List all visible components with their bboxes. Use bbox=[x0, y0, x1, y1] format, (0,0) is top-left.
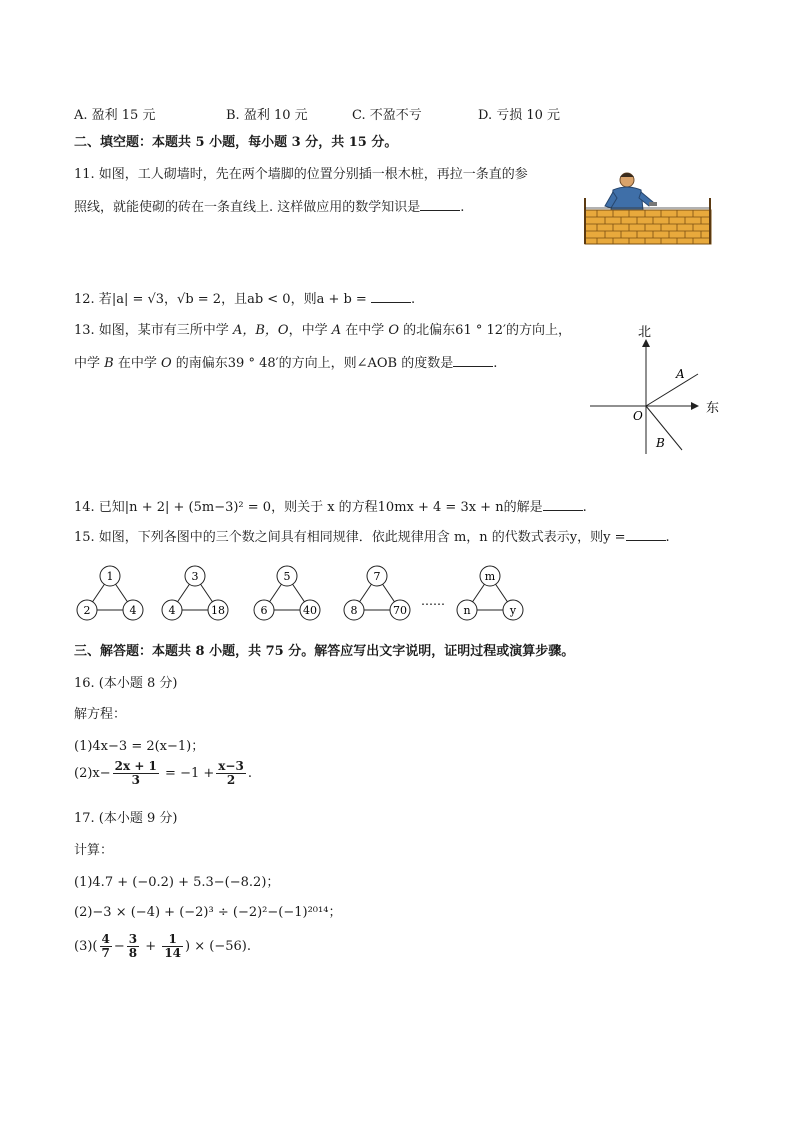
ray-oa bbox=[646, 374, 698, 406]
q17-op2: + bbox=[145, 939, 157, 954]
q13-t5: 在中学 bbox=[341, 323, 389, 338]
q12-line: 12. 若|a| = √3，√b = 2，且ab < 0，则a + b = . bbox=[74, 292, 416, 307]
triangle-node-left: 8 bbox=[350, 604, 358, 617]
q17-part3 bbox=[74, 930, 251, 964]
q16-p2-mid: = −1 + bbox=[165, 766, 215, 781]
q16-p2-end: . bbox=[247, 766, 252, 781]
q13-t9: 中学 bbox=[74, 356, 105, 371]
triangle-node-top: 7 bbox=[373, 570, 381, 583]
q13-t7: 的北偏东 bbox=[399, 323, 456, 338]
q13-angle1: 61 ° 12′ bbox=[455, 323, 506, 338]
option-a: A. 盈利 15 元 bbox=[74, 108, 156, 123]
q13-t8: 的方向上， bbox=[505, 323, 571, 338]
q17-frac3-den: 14 bbox=[164, 946, 182, 960]
east-label: 东 bbox=[706, 401, 720, 416]
q17-p3-prefix: (3)( bbox=[74, 939, 98, 954]
section2-heading: 二、填空题：本题共 5 小题，每小题 3 分，共 15 分。 bbox=[74, 135, 398, 150]
q17-frac2-num: 3 bbox=[128, 932, 138, 946]
q17-instruction: 计算： bbox=[74, 843, 114, 858]
triangle-node-right: 70 bbox=[393, 604, 407, 617]
q16-fraction1 bbox=[113, 760, 159, 787]
q13-t11: 在中学 bbox=[113, 356, 161, 371]
q13-t2: A，B，O bbox=[232, 323, 289, 338]
q13-angle2: 39 ° 48′ bbox=[227, 356, 279, 371]
q17-frac2 bbox=[127, 933, 139, 960]
q14-answer-blank bbox=[543, 498, 583, 511]
q11-line2: 照线，就能使砌的砖在一条直线上. 这样做应用的数学知识是 . bbox=[74, 200, 465, 215]
q17-frac3-num: 1 bbox=[162, 933, 183, 947]
triangle-node-left: 6 bbox=[260, 604, 268, 617]
triangle-node-right: 4 bbox=[129, 604, 137, 617]
q13-line1 bbox=[74, 322, 571, 340]
q11-line1: 11. 如图，工人砌墙时，先在两个墙脚的位置分别插一根木桩，再拉一条直的参 bbox=[74, 167, 528, 182]
option-d: D. 亏损 10 元 bbox=[478, 108, 561, 123]
q13-t3: ，中学 bbox=[288, 323, 332, 338]
q13-line2: 中学 B 在中学 O 的南偏东39 ° 48′的方向上，则∠AOB 的度数是 . bbox=[74, 356, 498, 371]
triangle-node-right: 18 bbox=[211, 604, 225, 617]
q17-frac3 bbox=[162, 933, 183, 960]
q13-t12: O bbox=[160, 356, 172, 371]
q12-prefix: 12. 若 bbox=[74, 292, 112, 307]
compass-diagram bbox=[588, 320, 728, 460]
triangle-figure bbox=[344, 566, 410, 620]
triangle-node-top: 5 bbox=[283, 570, 291, 583]
q13-t10: B bbox=[104, 356, 114, 371]
q17-frac2-den: 8 bbox=[128, 946, 138, 960]
q16-p2-prefix: (2)x− bbox=[74, 766, 111, 781]
triangles-ellipsis: …… bbox=[421, 594, 445, 608]
point-b-label: B bbox=[656, 436, 665, 450]
q17-part1: (1)4.7 + (−0.2) + 5.3−(−8.2)； bbox=[74, 875, 280, 890]
triangle-node-right: y bbox=[509, 604, 517, 617]
triangle-figure bbox=[77, 566, 143, 620]
number-triangles bbox=[70, 562, 540, 626]
q15-text: 15. 如图，下列各图中的三个数之间具有相同规律．依此规律用含 m，n 的代数式表示y，则y = bbox=[74, 530, 626, 545]
north-label: 北 bbox=[638, 325, 652, 340]
point-a-label: A bbox=[676, 367, 685, 381]
q14-text: 14. 已知|n + 2| + (5m−3)² = 0，则关于 x 的方程10mx + 4 = 3x + n的解是 bbox=[74, 500, 543, 515]
q16-frac1-num: 2x + 1 bbox=[114, 759, 157, 773]
q13-t1: 13. 如图，某市有三所中学 bbox=[74, 323, 233, 338]
q16-frac2-den: 2 bbox=[226, 773, 236, 787]
triangle-node-left: 2 bbox=[83, 604, 91, 617]
q16-frac2-num: x−3 bbox=[218, 759, 244, 773]
q11-line2-text: 照线，就能使砌的砖在一条直线上. 这样做应用的数学知识是 bbox=[74, 200, 421, 215]
q16-part1: (1)4x−3 = 2(x−1)； bbox=[74, 739, 205, 754]
q16-frac1-den: 3 bbox=[131, 773, 140, 787]
q17-part2: (2)−3 × (−4) + (−2)³ ÷ (−2)²−(−1)²⁰¹⁴； bbox=[74, 905, 342, 920]
q13-t4: A bbox=[331, 323, 342, 338]
q17-p3-end: ) × (−56). bbox=[185, 939, 251, 954]
q15-answer-blank bbox=[626, 528, 666, 541]
q13-t13: 的南偏东 bbox=[171, 356, 228, 371]
q14-line: 14. 已知|n + 2| + (5m−3)² = 0，则关于 x 的方程10mx + 4 = 3x + n的解是 . bbox=[74, 500, 587, 515]
triangle-figure bbox=[254, 566, 320, 620]
triangle-node-top: m bbox=[484, 570, 496, 583]
q16-part2 bbox=[74, 760, 252, 788]
triangle-node-top: 1 bbox=[106, 570, 114, 583]
q17-frac1 bbox=[100, 933, 112, 960]
q13-t6: O bbox=[388, 323, 400, 338]
triangle-node-right: 40 bbox=[303, 604, 317, 617]
option-b: B. 盈利 10 元 bbox=[226, 108, 308, 123]
bricklayer-illustration bbox=[583, 168, 713, 246]
option-c: C. 不盈不亏 bbox=[352, 108, 422, 123]
section3-heading: 三、解答题：本题共 8 小题，共 75 分。解答应写出文字说明，证明过程或演算步骤。 bbox=[74, 644, 575, 659]
q16-fraction2 bbox=[216, 760, 246, 787]
triangle-figure bbox=[457, 566, 523, 620]
triangle-node-top: 3 bbox=[191, 570, 199, 583]
triangle-node-left: 4 bbox=[168, 604, 176, 617]
triangle-figure bbox=[162, 566, 228, 620]
q17-op1: − bbox=[113, 939, 125, 954]
q15-line: 15. 如图，下列各图中的三个数之间具有相同规律．依此规律用含 m，n 的代数式表示y，则y = . bbox=[74, 530, 670, 545]
q17-frac1-den: 7 bbox=[101, 946, 110, 960]
q13-answer-blank bbox=[453, 354, 493, 367]
q16-instruction: 解方程： bbox=[74, 707, 127, 722]
q16-title: 16. (本小题 8 分) bbox=[74, 676, 178, 691]
q17-title: 17. (本小题 9 分) bbox=[74, 811, 178, 826]
point-o-label: O bbox=[633, 409, 643, 423]
triangle-node-left: n bbox=[463, 604, 471, 617]
q11-answer-blank bbox=[420, 198, 460, 211]
q13-t14: 的方向上，则∠AOB 的度数是 bbox=[278, 356, 454, 371]
q12-expression: |a| = √3，√b = 2，且ab < 0，则a + b = bbox=[111, 292, 367, 307]
q12-answer-blank bbox=[371, 290, 411, 303]
q17-frac1-num: 4 bbox=[101, 932, 110, 946]
